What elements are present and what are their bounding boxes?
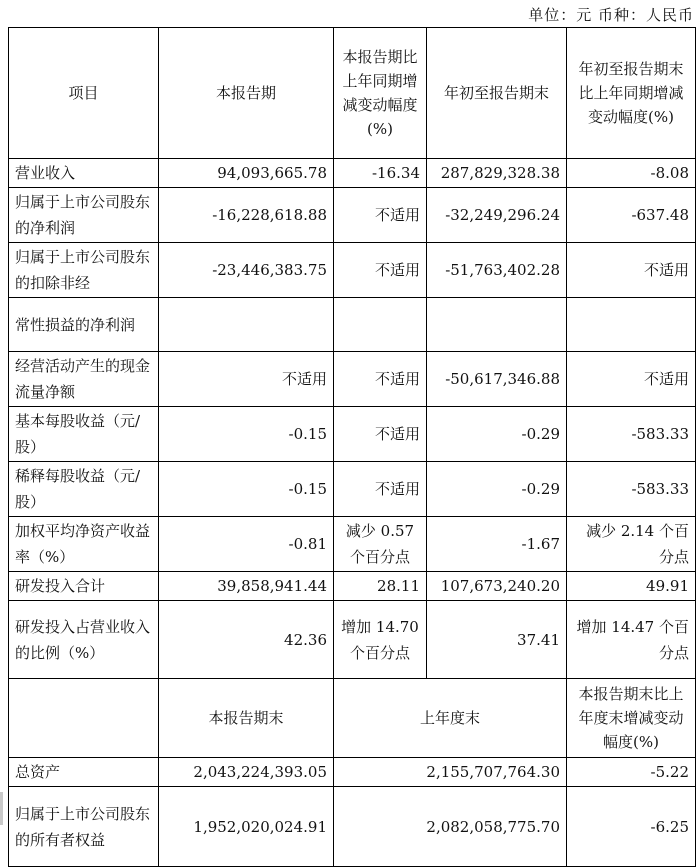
cell-yoy: 不适用 <box>334 352 427 407</box>
cell-ytd-change <box>567 298 696 352</box>
cell-ytd-change: -8.08 <box>567 159 696 188</box>
row-label: 研发投入合计 <box>9 572 159 601</box>
row-label: 归属于上市公司股东的净利润 <box>9 188 159 243</box>
header-ytd: 年初至报告期末 <box>427 28 567 159</box>
header-yoy-change: 本报告期比上年同期增减变动幅度(%) <box>334 28 427 159</box>
cell-period-end: 2,043,224,393.05 <box>159 758 334 787</box>
cell-ytd-change: 减少 2.14 个百分点 <box>567 517 696 572</box>
row-label: 经营活动产生的现金流量净额 <box>9 352 159 407</box>
unit-currency-note: 单位：元 币种：人民币 <box>528 6 694 24</box>
cell-ytd-change: -583.33 <box>567 462 696 517</box>
cell-yoy: -16.34 <box>334 159 427 188</box>
cell-current: -0.15 <box>159 462 334 517</box>
cell-current: 42.36 <box>159 601 334 679</box>
table-row <box>9 462 696 517</box>
cell-change: -6.25 <box>567 787 696 867</box>
header-ytd-change: 年初至报告期末比上年同期增减变动幅度(%) <box>567 28 696 159</box>
cell-current: -16,228,618.88 <box>159 188 334 243</box>
row-label: 研发投入占营业收入的比例（%） <box>9 601 159 679</box>
cell-current: 94,093,665.78 <box>159 159 334 188</box>
scrollbar-edge <box>0 792 3 825</box>
cell-current: -0.15 <box>159 407 334 462</box>
cell-current: 不适用 <box>159 352 334 407</box>
cell-ytd: -32,249,296.24 <box>427 188 567 243</box>
cell-ytd: -50,617,346.88 <box>427 352 567 407</box>
table-row <box>9 243 696 298</box>
cell-ytd: -0.29 <box>427 462 567 517</box>
header-item: 项目 <box>9 28 159 159</box>
row-label: 总资产 <box>9 758 159 787</box>
row-label: 稀释每股收益（元/股） <box>9 462 159 517</box>
cell-ytd-change: -637.48 <box>567 188 696 243</box>
row-label: 加权平均净资产收益率（%） <box>9 517 159 572</box>
cell-ytd-change: 不适用 <box>567 352 696 407</box>
cell-current: -23,446,383.75 <box>159 243 334 298</box>
row-label: 营业收入 <box>9 159 159 188</box>
table-row <box>9 572 696 601</box>
cell-yoy: 不适用 <box>334 188 427 243</box>
subheader-empty <box>9 679 159 758</box>
cell-current: 39,858,941.44 <box>159 572 334 601</box>
table-row <box>9 352 696 407</box>
header-prev-year-end: 上年度末 <box>334 679 567 758</box>
cell-change: -5.22 <box>567 758 696 787</box>
cell-yoy: 不适用 <box>334 243 427 298</box>
cell-ytd: 107,673,240.20 <box>427 572 567 601</box>
cell-prev-year-end: 2,082,058,775.70 <box>334 787 567 867</box>
table-row <box>9 601 696 679</box>
cell-ytd: -51,763,402.28 <box>427 243 567 298</box>
cell-yoy <box>334 298 427 352</box>
table-row <box>9 298 696 352</box>
cell-yoy: 减少 0.57 个百分点 <box>334 517 427 572</box>
table-row <box>9 407 696 462</box>
table-row <box>9 188 696 243</box>
cell-prev-year-end: 2,155,707,764.30 <box>334 758 567 787</box>
row-label: 常性损益的净利润 <box>9 298 159 352</box>
row-label: 归属于上市公司股东的所有者权益 <box>9 787 159 867</box>
cell-ytd <box>427 298 567 352</box>
cell-yoy: 不适用 <box>334 462 427 517</box>
cell-ytd-change: 不适用 <box>567 243 696 298</box>
cell-yoy: 不适用 <box>334 407 427 462</box>
table-row <box>9 758 696 787</box>
header-current: 本报告期 <box>159 28 334 159</box>
cell-ytd-change: -583.33 <box>567 407 696 462</box>
table-row <box>9 159 696 188</box>
cell-yoy: 28.11 <box>334 572 427 601</box>
cell-yoy: 增加 14.70 个百分点 <box>334 601 427 679</box>
cell-current <box>159 298 334 352</box>
cell-current: -0.81 <box>159 517 334 572</box>
row-label: 基本每股收益（元/股） <box>9 407 159 462</box>
table-row <box>9 517 696 572</box>
cell-ytd: 287,829,328.38 <box>427 159 567 188</box>
header-balance-change: 本报告期末比上年度末增减变动幅度(%) <box>567 679 696 758</box>
table-row <box>9 787 696 867</box>
cell-ytd-change: 49.91 <box>567 572 696 601</box>
cell-ytd: -1.67 <box>427 517 567 572</box>
cell-ytd: 37.41 <box>427 601 567 679</box>
financial-data-table <box>8 27 696 867</box>
cell-period-end: 1,952,020,024.91 <box>159 787 334 867</box>
cell-ytd-change: 增加 14.47 个百分点 <box>567 601 696 679</box>
cell-ytd: -0.29 <box>427 407 567 462</box>
row-label: 归属于上市公司股东的扣除非经 <box>9 243 159 298</box>
header-period-end: 本报告期末 <box>159 679 334 758</box>
table-subheader-row <box>9 679 696 758</box>
table-header-row <box>9 28 696 159</box>
